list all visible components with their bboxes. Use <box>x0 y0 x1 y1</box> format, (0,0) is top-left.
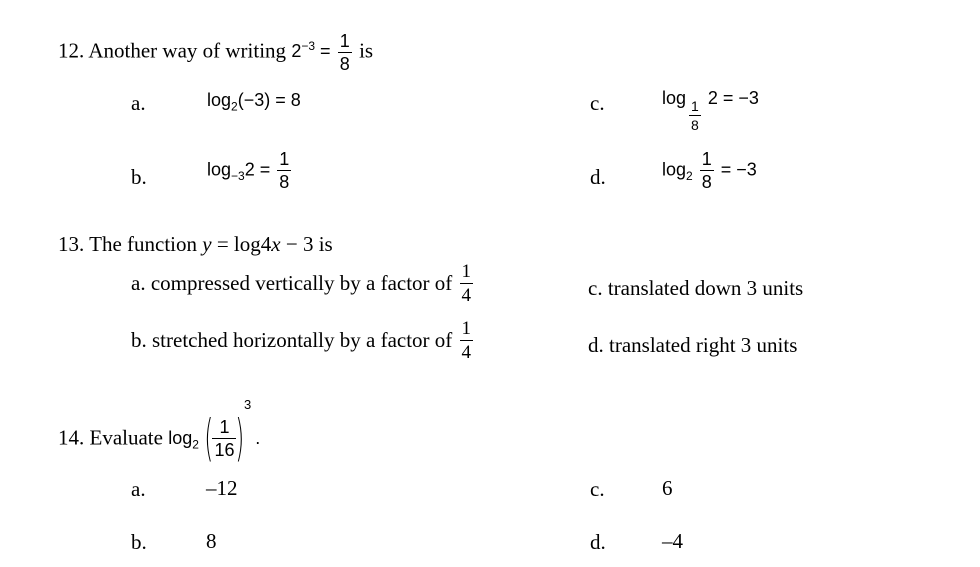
right-paren: ) <box>235 409 245 468</box>
left-paren: ( <box>204 409 214 468</box>
option-letter: d. <box>590 530 606 554</box>
option-d[interactable]: d. translated right 3 units <box>588 333 798 357</box>
option-letter: b. <box>131 165 147 189</box>
option-d-value[interactable]: –4 <box>662 529 683 553</box>
fraction: $\frac{1}{4}$ <box>461 318 472 363</box>
question-13-stem: 13. The function y = log4x − 3 is <box>58 232 333 256</box>
math-power: $2^{-3}$ = <box>291 39 331 62</box>
option-letter: b. <box>131 530 147 554</box>
option-letter: a. <box>131 91 146 115</box>
exponent: 3 <box>244 397 252 412</box>
math-log: $\log_2$ <box>168 427 199 452</box>
fraction: $\frac{1}{16}$ <box>214 416 235 460</box>
fraction: $\frac{1}{8}$ <box>279 149 290 192</box>
option-b-value[interactable]: 8 <box>206 529 217 553</box>
option-letter: c. <box>590 91 605 115</box>
question-14-stem: 14. Evaluate $\log_2$ ( $\frac{1}{16}$ )$^3$. <box>58 397 261 468</box>
option-b-expression[interactable]: $\log_{-3}2$ = $\frac{1}{8}$ <box>207 149 290 192</box>
option-a-value[interactable]: –12 <box>206 476 238 500</box>
question-prompt: Another way of writing <box>88 38 287 63</box>
option-c[interactable]: c. translated down 3 units <box>588 276 804 300</box>
fraction: $\frac{1}{4}$ <box>461 261 472 306</box>
fraction: $\frac{1}{8}$ <box>701 149 712 192</box>
subscript-fraction: $\frac{1}{8}$ <box>691 98 699 133</box>
option-c-expression[interactable]: log $\frac{1}{8}$ 2 = −3 <box>662 88 759 133</box>
option-d-expression[interactable]: $\log_2$ $\frac{1}{8}$ = −3 <box>662 149 757 192</box>
fraction: $\frac{1}{8}$ <box>339 31 350 74</box>
option-c-value[interactable]: 6 <box>662 476 673 500</box>
question-number: 12. <box>58 38 85 63</box>
option-a-expression[interactable]: $\log_2(-3) = 8$ <box>207 90 301 114</box>
option-b[interactable]: b. stretched horizontally by a factor of $\frac{1}{4}$ <box>131 318 472 363</box>
option-letter: d. <box>590 165 606 189</box>
question-suffix: is <box>359 38 374 63</box>
option-letter: a. <box>131 477 146 501</box>
option-letter: c. <box>590 477 605 501</box>
option-a[interactable]: a. compressed vertically by a factor of $\frac{1}{4}$ <box>131 261 472 306</box>
question-12-stem <box>58 32 373 73</box>
